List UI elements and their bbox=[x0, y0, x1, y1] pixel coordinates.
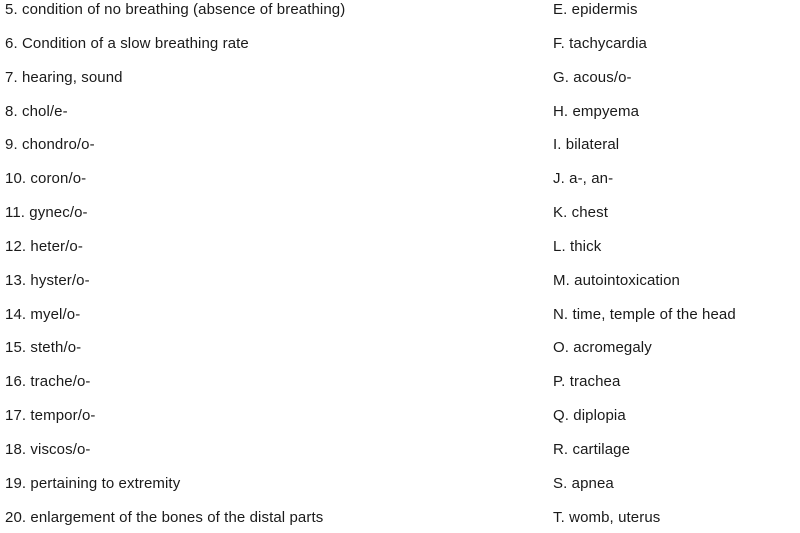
answer-item-m: M. autointoxication bbox=[553, 271, 680, 289]
question-item-19: 19. pertaining to extremity bbox=[5, 474, 181, 492]
question-item-7: 7. hearing, sound bbox=[5, 68, 123, 86]
match-row bbox=[0, 103, 800, 137]
match-row bbox=[0, 238, 800, 272]
answer-item-o: O. acromegaly bbox=[553, 339, 652, 357]
matching-exercise-list bbox=[0, 1, 800, 533]
question-item-16: 16. trache/o- bbox=[5, 373, 91, 391]
answer-item-j: J. a-, an- bbox=[553, 170, 614, 188]
answer-item-r: R. cartilage bbox=[553, 440, 631, 458]
match-row bbox=[0, 509, 800, 533]
match-row bbox=[0, 373, 800, 407]
match-row bbox=[0, 407, 800, 441]
answer-item-n: N. time, temple of the head bbox=[553, 305, 736, 323]
match-row bbox=[0, 1, 800, 35]
answer-item-e: E. epidermis bbox=[553, 1, 638, 18]
question-item-11: 11. gynec/o- bbox=[5, 204, 88, 222]
answer-item-i: I. bilateral bbox=[553, 136, 620, 154]
question-item-14: 14. myel/o- bbox=[5, 305, 81, 323]
answer-item-k: K. chest bbox=[553, 204, 608, 222]
match-row bbox=[0, 306, 800, 340]
question-item-13: 13. hyster/o- bbox=[5, 271, 90, 289]
answer-item-h: H. empyema bbox=[553, 102, 640, 120]
match-row bbox=[0, 69, 800, 103]
match-row bbox=[0, 170, 800, 204]
answer-item-t: T. womb, uterus bbox=[553, 508, 661, 526]
question-item-6: 6. Condition of a slow breathing rate bbox=[5, 34, 249, 52]
answer-item-s: S. apnea bbox=[553, 474, 614, 492]
question-item-5: 5. condition of no breathing (absence of breathing) bbox=[5, 1, 346, 18]
question-item-12: 12. heter/o- bbox=[5, 237, 83, 255]
match-row bbox=[0, 35, 800, 69]
match-row bbox=[0, 339, 800, 373]
question-item-20: 20. enlargement of the bones of the distal parts bbox=[5, 508, 324, 526]
answer-item-q: Q. diplopia bbox=[553, 407, 626, 425]
match-row bbox=[0, 204, 800, 238]
answer-item-l: L. thick bbox=[553, 237, 602, 255]
question-item-15: 15. steth/o- bbox=[5, 339, 82, 357]
match-row bbox=[0, 136, 800, 170]
answer-item-f: F. tachycardia bbox=[553, 34, 647, 52]
match-row bbox=[0, 272, 800, 306]
question-item-18: 18. viscos/o- bbox=[5, 440, 91, 458]
question-item-10: 10. coron/o- bbox=[5, 170, 87, 188]
question-item-9: 9. chondro/o- bbox=[5, 136, 95, 154]
match-row bbox=[0, 441, 800, 475]
answer-item-p: P. trachea bbox=[553, 373, 621, 391]
question-item-17: 17. tempor/o- bbox=[5, 407, 96, 425]
answer-item-g: G. acous/o- bbox=[553, 68, 632, 86]
match-row bbox=[0, 475, 800, 509]
question-item-8: 8. chol/e- bbox=[5, 102, 68, 120]
